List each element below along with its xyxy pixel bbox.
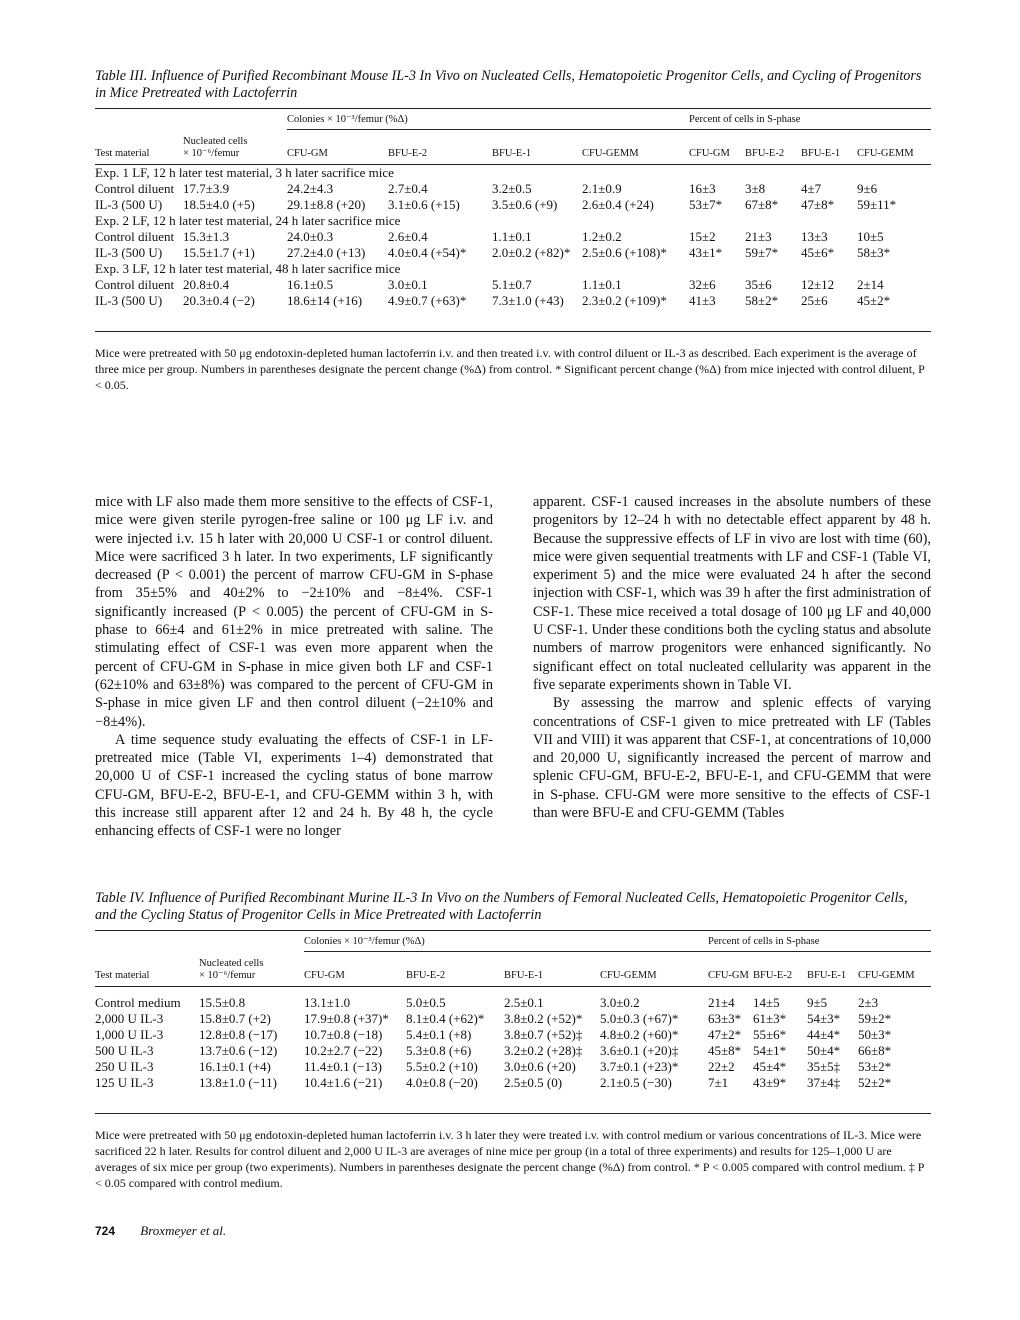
- table-cell: 4.0±0.4 (+54)*: [388, 244, 467, 260]
- table-row: [95, 181, 931, 197]
- table-iv-col-cfugm: CFU-GM: [304, 969, 345, 981]
- table-row: [95, 197, 931, 213]
- body-paragraph: mice with LF also made them more sensitive to the effects of CSF-1, mice were given sterile pyrogen-free saline or 100 μg LF i.v. and were injected i.v. 15 h later with 20,000 U CSF-1 or control diluent. Mice were sacrificed 3 h later. In two experiments, LF significantly decreased (P < 0.001) the percent of marrow CFU-GM in S-phase from 35±5% and 40±2% to −2±10% and −8±4%. CSF-1 significantly increased (P < 0.005) the percent of CFU-GM in S-phase to 66±4 and 61±2% in mice pretreated with saline. The stimulating effect of CSF-1 was even more apparent when the percent of CFU-GM in S-phase in mice given both LF and CSF-1 (62±10% and 63±8%) was compared to the percent of CFU-GM in S-phase in mice given LF and then control diluent (−2±10% and −8±4%).: [95, 494, 493, 730]
- table-row: [95, 995, 931, 1011]
- table-cell: 15.8±0.7 (+2): [199, 1010, 271, 1026]
- table-cell: 3.0±0.2: [600, 994, 640, 1010]
- table-iii-caption: [95, 68, 931, 102]
- table-cell: 3.8±0.2 (+52)*: [504, 1010, 583, 1026]
- table-row: [95, 1075, 931, 1114]
- table-iii-col-nucleated-2: × 10⁻⁶/femur: [183, 147, 240, 159]
- table-cell: 44±4*: [807, 1026, 841, 1042]
- table-cell: 27.2±4.0 (+13): [287, 244, 366, 260]
- table-cell: 17.9±0.8 (+37)*: [304, 1010, 389, 1026]
- table-cell: 16.1±0.5: [287, 276, 334, 292]
- table-cell: 2.0±0.2 (+82)*: [492, 244, 571, 260]
- table-cell: Control diluent: [95, 228, 175, 244]
- table-cell: 67±8*: [745, 196, 779, 212]
- table-iii: [95, 68, 931, 393]
- table-cell: 54±3*: [807, 1010, 841, 1026]
- table-cell: 1.1±0.1: [492, 228, 532, 244]
- table-cell: 21±4: [708, 994, 735, 1010]
- table-cell: 21±3: [745, 228, 772, 244]
- table-iv-grid: [95, 935, 931, 1114]
- table-iv-footnote: Mice were pretreated with 50 μg endotoxin-depleted human lactoferrin i.v. 3 h later they were treated i.v. with control medium or various concentrations of IL-3. Mice were sacrificed 22 h later. Results for control diluent and 2,000 U IL-3 are averages of nine mice per group (in a total of three experiments) and results for 125–1,000 U are averages of six mice per group (two experiments). Numbers in parentheses designate the percent change (%Δ) from control. * P < 0.005 compared with control medium. ‡ P < 0.05 compared with control medium.: [95, 1127, 925, 1190]
- table-cell: 4.9±0.7 (+63)*: [388, 292, 467, 308]
- table-cell: 10±5: [857, 228, 884, 244]
- table-cell: 3.0±0.6 (+20): [504, 1058, 576, 1074]
- table-cell: 43±1*: [689, 244, 723, 260]
- table-cell: IL-3 (500 U): [95, 292, 163, 308]
- table-cell: 2.6±0.4: [388, 228, 428, 244]
- table-iv-group-sphase: Percent of cells in S-phase: [708, 935, 931, 952]
- table-cell: 18.5±4.0 (+5): [183, 196, 255, 212]
- table-cell: 24.2±4.3: [287, 180, 334, 196]
- body-left-column: [95, 493, 493, 841]
- table-cell: 45±6*: [801, 244, 835, 260]
- table-cell: 63±3*: [708, 1010, 742, 1026]
- table-cell: 4±7: [801, 180, 822, 196]
- table-cell: 2±3: [858, 994, 879, 1010]
- table-cell: 13.8±1.0 (−11): [199, 1074, 277, 1090]
- table-cell: 13±3: [801, 228, 828, 244]
- table-row: [95, 229, 931, 245]
- table-cell: 50±3*: [858, 1026, 892, 1042]
- table-cell: 35±5‡: [807, 1058, 841, 1074]
- table-iv-caption-text: Influence of Purified Recombinant Murine IL-3 In Vivo on the Numbers of Femoral Nucleated Cells, Hematopoietic Progenitor Cells, and the Cycling Status of Progenitor Cells in Mice Pretreated with Lactoferrin: [95, 890, 908, 923]
- table-cell: 8.1±0.4 (+62)*: [406, 1010, 485, 1026]
- table-cell: 10.2±2.7 (−22): [304, 1042, 383, 1058]
- table-cell: 1.2±0.2: [582, 228, 622, 244]
- table-cell: 4.0±0.8 (−20): [406, 1074, 478, 1090]
- table-cell: 58±2*: [745, 292, 779, 308]
- table-cell: 3.6±0.1 (+20)‡: [600, 1042, 679, 1058]
- table-iv-col-bfue2: BFU-E-2: [406, 969, 446, 981]
- table-cell: 58±3*: [857, 244, 891, 260]
- table-cell: Control diluent: [95, 180, 175, 196]
- table-iv-col-bfue1: BFU-E-1: [504, 969, 544, 981]
- table-iv-col-test: Test material: [95, 969, 150, 981]
- table-row: [95, 277, 931, 293]
- table-cell: 2.7±0.4: [388, 180, 428, 196]
- table-cell: 3.0±0.1: [388, 276, 428, 292]
- body-paragraph: apparent. CSF-1 caused increases in the absolute numbers of these progenitors by 12–24 h with no detectable effect apparent by 48 h. Because the suppressive effects of LF in vivo are lost with time (60), mice were given sequential treatments with LF and CSF-1 (Table VI, experiment 5) and the mice were evaluated 24 h after the second injection with CSF-1, which was 39 h after the first administration of CSF-1. These mice received a total dosage of 100 μg LF and 40,000 U CSF-1. Under these conditions both the cycling status and absolute numbers of marrow progenitors were enhanced significantly. No significant effect on total nucleated cellularity was apparent in the five separate experiments shown in Table VI.: [533, 494, 931, 693]
- table-iv-caption: [95, 890, 931, 924]
- table-cell: 15.5±0.8: [199, 994, 246, 1010]
- table-cell: 2.1±0.9: [582, 180, 622, 196]
- table-cell: 3.2±0.2 (+28)‡: [504, 1042, 583, 1058]
- body-paragraph: A time sequence study evaluating the effects of CSF-1 in LF-pretreated mice (Table VI, experiments 1–4) demonstrated that 20,000 U of CSF-1 increased the cycling status of bone marrow CFU-GM, BFU-E-2, BFU-E-1, and CFU-GEMM within 3 h, with this increase still apparent after 12 and 24 h. By 48 h, the cycle enhancing effects of CSF-1 were no longer: [95, 731, 493, 840]
- table-iv: [95, 890, 931, 1191]
- table-cell: 10.7±0.8 (−18): [304, 1026, 383, 1042]
- table-iii-col-s-bfue1: BFU-E-1: [801, 147, 841, 159]
- table-cell: 125 U IL-3: [95, 1074, 154, 1090]
- table-cell: IL-3 (500 U): [95, 244, 163, 260]
- experiment-label: Exp. 2 LF, 12 h later test material, 24 h later sacrifice mice: [95, 212, 401, 228]
- table-cell: 66±8*: [858, 1042, 892, 1058]
- table-cell: 59±2*: [858, 1010, 892, 1026]
- table-cell: 17.7±3.9: [183, 180, 230, 196]
- table-row: [95, 1059, 931, 1075]
- table-iv-caption-lead: Table IV.: [95, 890, 145, 906]
- table-cell: 5.0±0.3 (+67)*: [600, 1010, 679, 1026]
- table-cell: 32±6: [689, 276, 716, 292]
- table-cell: 5.3±0.8 (+6): [406, 1042, 472, 1058]
- table-iii-footnote: Mice were pretreated with 50 μg endotoxin-depleted human lactoferrin i.v. and then treated i.v. with control diluent or IL-3 as described. Each experiment is the average of three mice per group. Numbers in parentheses designate the percent change (%Δ) from control. * Significant percent change (%Δ) from mice injected with control diluent, P < 0.05.: [95, 345, 925, 392]
- table-iii-top-rule: [95, 108, 931, 109]
- table-cell: 50±4*: [807, 1042, 841, 1058]
- table-cell: 7.3±1.0 (+43): [492, 292, 564, 308]
- experiment-label: Exp. 1 LF, 12 h later test material, 3 h later sacrifice mice: [95, 164, 394, 180]
- table-cell: 2.5±0.1: [504, 994, 544, 1010]
- table-iv-col-s-cfugm: CFU-GM: [708, 969, 749, 981]
- table-cell: 4.8±0.2 (+60)*: [600, 1026, 679, 1042]
- table-row: [95, 245, 931, 261]
- table-cell: Control medium: [95, 994, 181, 1010]
- table-iv-col-s-bfue2: BFU-E-2: [753, 969, 793, 981]
- running-authors: Broxmeyer et al.: [140, 1223, 227, 1238]
- table-cell: 16.1±0.1 (+4): [199, 1058, 271, 1074]
- table-cell: 37±4‡: [807, 1074, 841, 1090]
- table-iii-caption-text: Influence of Purified Recombinant Mouse IL-3 In Vivo on Nucleated Cells, Hematopoietic Progenitor Cells, and Cycling of Progenitors in Mice Pretreated with Lactoferrin: [95, 68, 922, 101]
- table-iii-col-cfugemm: CFU-GEMM: [582, 147, 639, 159]
- table-cell: 2.1±0.5 (−30): [600, 1074, 672, 1090]
- table-cell: 22±2: [708, 1058, 735, 1074]
- page-number: 724: [95, 1224, 116, 1238]
- table-cell: 45±4*: [753, 1058, 787, 1074]
- table-cell: 25±6: [801, 292, 828, 308]
- table-row: [95, 1027, 931, 1043]
- table-cell: 20.3±0.4 (−2): [183, 292, 255, 308]
- table-cell: 2.6±0.4 (+24): [582, 196, 654, 212]
- table-iv-group-colonies: Colonies × 10⁻³/femur (%Δ): [304, 935, 708, 952]
- table-cell: 53±7*: [689, 196, 723, 212]
- table-iii-caption-lead: Table III.: [95, 68, 148, 84]
- table-cell: 7±1: [708, 1074, 729, 1090]
- table-cell: 3.1±0.6 (+15): [388, 196, 460, 212]
- table-cell: 53±2*: [858, 1058, 892, 1074]
- table-row: [95, 1043, 931, 1059]
- table-cell: 3.2±0.5: [492, 180, 532, 196]
- table-iii-col-test: Test material: [95, 147, 150, 159]
- table-cell: 16±3: [689, 180, 716, 196]
- table-cell: 13.1±1.0: [304, 994, 351, 1010]
- table-cell: 15.3±1.3: [183, 228, 230, 244]
- table-iv-top-rule: [95, 930, 931, 931]
- table-iii-group-sphase: Percent of cells in S-phase: [689, 113, 931, 130]
- table-iii-col-bfue1: BFU-E-1: [492, 147, 532, 159]
- table-row: [95, 293, 931, 332]
- table-cell: 3±8: [745, 180, 766, 196]
- page-footer: [95, 1223, 226, 1239]
- table-cell: 3.7±0.1 (+23)*: [600, 1058, 679, 1074]
- table-cell: 2.5±0.5 (0): [504, 1074, 563, 1090]
- table-cell: 59±11*: [857, 196, 897, 212]
- table-cell: 43±9*: [753, 1074, 787, 1090]
- table-cell: 5.5±0.2 (+10): [406, 1058, 478, 1074]
- table-cell: 5.1±0.7: [492, 276, 532, 292]
- table-cell: 11.4±0.1 (−13): [304, 1058, 382, 1074]
- experiment-label: Exp. 3 LF, 12 h later test material, 48 h later sacrifice mice: [95, 260, 401, 276]
- table-cell: 9±5: [807, 994, 828, 1010]
- table-cell: 12.8±0.8 (−17): [199, 1026, 278, 1042]
- table-iii-grid: [95, 113, 931, 332]
- table-cell: 15.5±1.7 (+1): [183, 244, 255, 260]
- table-cell: 24.0±0.3: [287, 228, 334, 244]
- table-cell: 5.4±0.1 (+8): [406, 1026, 472, 1042]
- table-iv-col-s-cfugemm: CFU-GEMM: [858, 969, 915, 981]
- table-cell: Control diluent: [95, 276, 175, 292]
- table-cell: 45±8*: [708, 1042, 742, 1058]
- table-cell: 61±3*: [753, 1010, 787, 1026]
- table-cell: 55±6*: [753, 1026, 787, 1042]
- table-cell: 13.7±0.6 (−12): [199, 1042, 278, 1058]
- table-cell: 41±3: [689, 292, 716, 308]
- table-cell: 59±7*: [745, 244, 779, 260]
- table-cell: 2.3±0.2 (+109)*: [582, 292, 667, 308]
- table-row: [95, 1011, 931, 1027]
- table-iii-col-nucleated-1: Nucleated cells: [183, 135, 248, 147]
- table-iii-col-cfugm: CFU-GM: [287, 147, 328, 159]
- table-cell: 14±5: [753, 994, 780, 1010]
- table-cell: 500 U IL-3: [95, 1042, 154, 1058]
- table-cell: 1.1±0.1: [582, 276, 622, 292]
- table-cell: 5.0±0.5: [406, 994, 446, 1010]
- table-iii-group-colonies: Colonies × 10⁻³/femur (%Δ): [287, 113, 689, 130]
- table-cell: 250 U IL-3: [95, 1058, 154, 1074]
- table-cell: 20.8±0.4: [183, 276, 230, 292]
- table-cell: IL-3 (500 U): [95, 196, 163, 212]
- table-iii-col-s-cfugm: CFU-GM: [689, 147, 730, 159]
- table-cell: 2±14: [857, 276, 884, 292]
- table-cell: 3.5±0.6 (+9): [492, 196, 558, 212]
- table-cell: 2,000 U IL-3: [95, 1010, 164, 1026]
- table-cell: 9±6: [857, 180, 878, 196]
- table-cell: 47±8*: [801, 196, 835, 212]
- body-paragraph: By assessing the marrow and splenic effects of varying concentrations of CSF-1 given to mice pretreated with LF (Tables VII and VIII) it was apparent that CSF-1, at concentrations of 10,000 and 20,000 U, significantly increased the percent of marrow and splenic CFU-GM, BFU-E-2, BFU-E-1, and CFU-GEMM that were in S-phase. CFU-GM were more sensitive to the effects of CSF-1 than were BFU-E and CFU-GEMM (Tables: [533, 695, 931, 822]
- table-cell: 2.5±0.6 (+108)*: [582, 244, 667, 260]
- table-iv-col-nucleated-1: Nucleated cells: [199, 957, 264, 969]
- table-cell: 45±2*: [857, 292, 891, 308]
- table-iv-col-s-bfue1: BFU-E-1: [807, 969, 847, 981]
- table-cell: 52±2*: [858, 1074, 892, 1090]
- table-iv-col-nucleated-2: × 10⁻⁶/femur: [199, 969, 256, 981]
- table-cell: 54±1*: [753, 1042, 787, 1058]
- table-iii-col-s-bfue2: BFU-E-2: [745, 147, 785, 159]
- table-iv-col-cfugemm: CFU-GEMM: [600, 969, 657, 981]
- table-cell: 3.8±0.7 (+52)‡: [504, 1026, 583, 1042]
- body-right-column: [533, 493, 931, 822]
- table-iii-col-bfue2: BFU-E-2: [388, 147, 428, 159]
- table-cell: 29.1±8.8 (+20): [287, 196, 366, 212]
- table-cell: 35±6: [745, 276, 772, 292]
- table-cell: 15±2: [689, 228, 716, 244]
- table-iii-col-s-cfugemm: CFU-GEMM: [857, 147, 914, 159]
- table-cell: 1,000 U IL-3: [95, 1026, 164, 1042]
- table-cell: 47±2*: [708, 1026, 742, 1042]
- table-cell: 18.6±14 (+16): [287, 292, 363, 308]
- table-cell: 12±12: [801, 276, 835, 292]
- table-cell: 10.4±1.6 (−21): [304, 1074, 383, 1090]
